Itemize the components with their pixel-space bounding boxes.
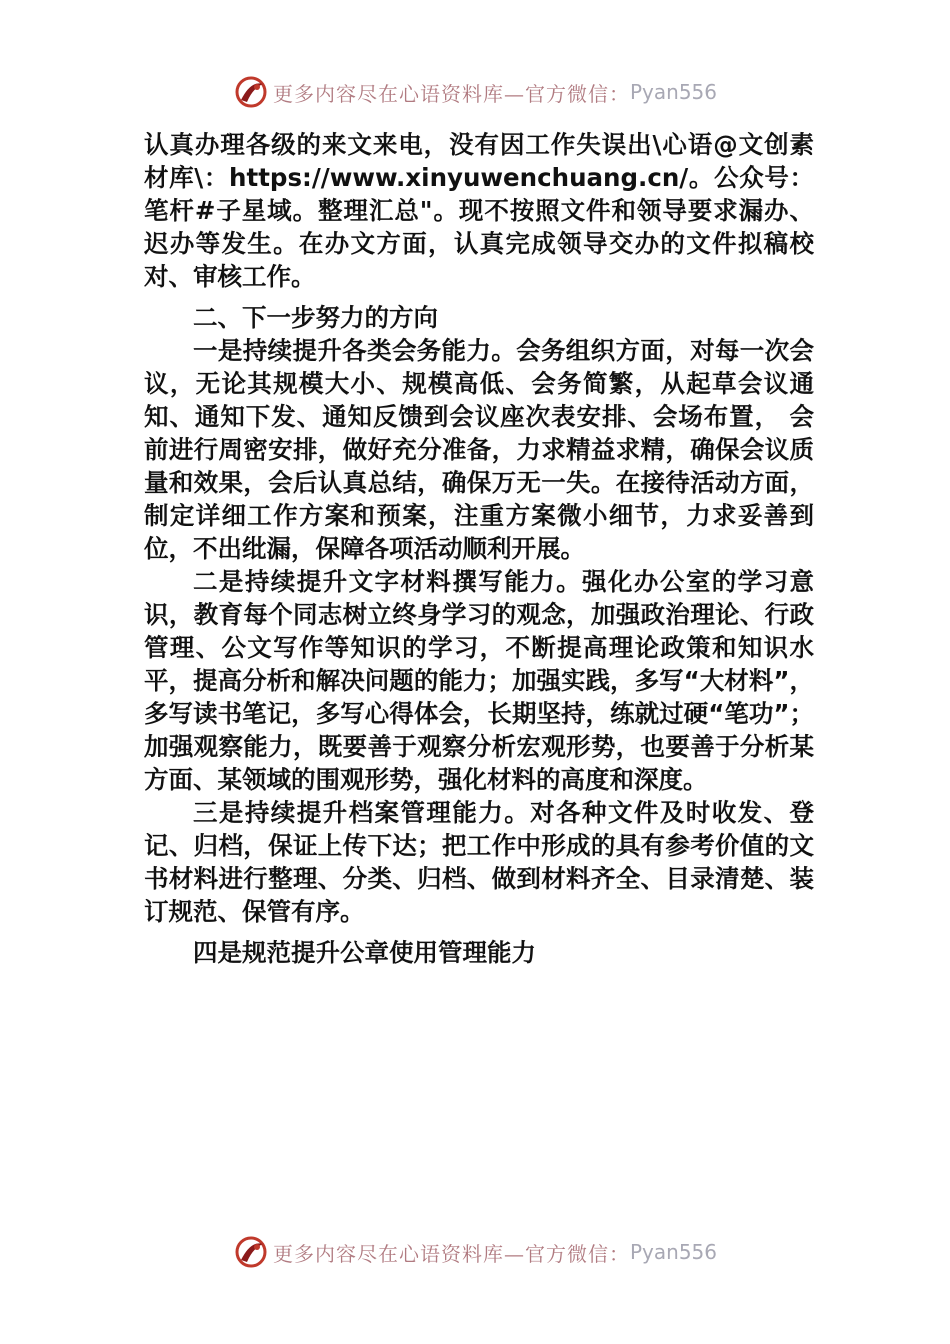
section-heading: 二、下一步努力的方向 xyxy=(193,303,438,332)
logo-icon xyxy=(233,74,269,110)
banner-text: 更多内容尽在心语资料库—官方微信： xyxy=(272,1241,630,1266)
paragraph-seal: 四是规范提升公章使用管理能力 xyxy=(193,938,536,967)
paragraph-writing: 二是持续提升文字材料撰写能力。强化办公室的学习意识，教育每个同志树立终身学习的观念，加强政治理论、行政管理、公文写作等知识的学习，不断提高理论政策和知识水平，提高分析和解决问题的能力；加强实践，多写“大材料”，多写读书笔记，多写心得体会，长期坚持，练就过硬“笔功”；加强观察能力，既要善于观察分析宏观形势，也要善于分析某方面、某领域的围观形势，强化材料的高度和深度。 xyxy=(144,567,814,794)
banner-text: 更多内容尽在心语资料库—官方微信： xyxy=(272,81,630,106)
paragraph-meeting: 一是持续提升各类会务能力。会务组织方面，对每一次会议，无论其规模大小、规模高低、会务简繁，从起草会议通知、通知下发、通知反馈到会议座次表安排、会场布置， 会前进行周密安排，做好充分准备，力求精益求精，确保会议质量和效果，会后认真总结，确保万无一失。在接待活动方面，制定详细工作方案和预案，注重方案微小细节，力求妥善到位，不出纰漏，保障各项活动顺利开展。 xyxy=(144,336,814,563)
paragraph-1: 认真办理各级的来文来电，没有因工作失误出\心语@文创素材库\：https://www.xinyuwenchuang.cn/。公众号：笔杆#子星域。整理汇总"。现不按照文件和领导要求漏办、迟办等发生。在办文方面，认真完成领导交办的文件拟稿校对、审核工作。 xyxy=(144,130,814,291)
paragraph-archive: 三是持续提升档案管理能力。对各种文件及时收发、登记、归档，保证上传下达；把工作中形成的具有参考价值的文书材料进行整理、分类、归档、做到材料齐全、目录清楚、装订规范、保管有序。 xyxy=(144,798,814,926)
banner-wechat-id: Pyan556 xyxy=(629,1240,717,1264)
logo-icon xyxy=(233,1234,269,1270)
footer-banner xyxy=(0,1232,950,1272)
document-body xyxy=(144,128,814,969)
header-banner xyxy=(0,72,950,112)
banner-wechat-id: Pyan556 xyxy=(629,80,717,104)
